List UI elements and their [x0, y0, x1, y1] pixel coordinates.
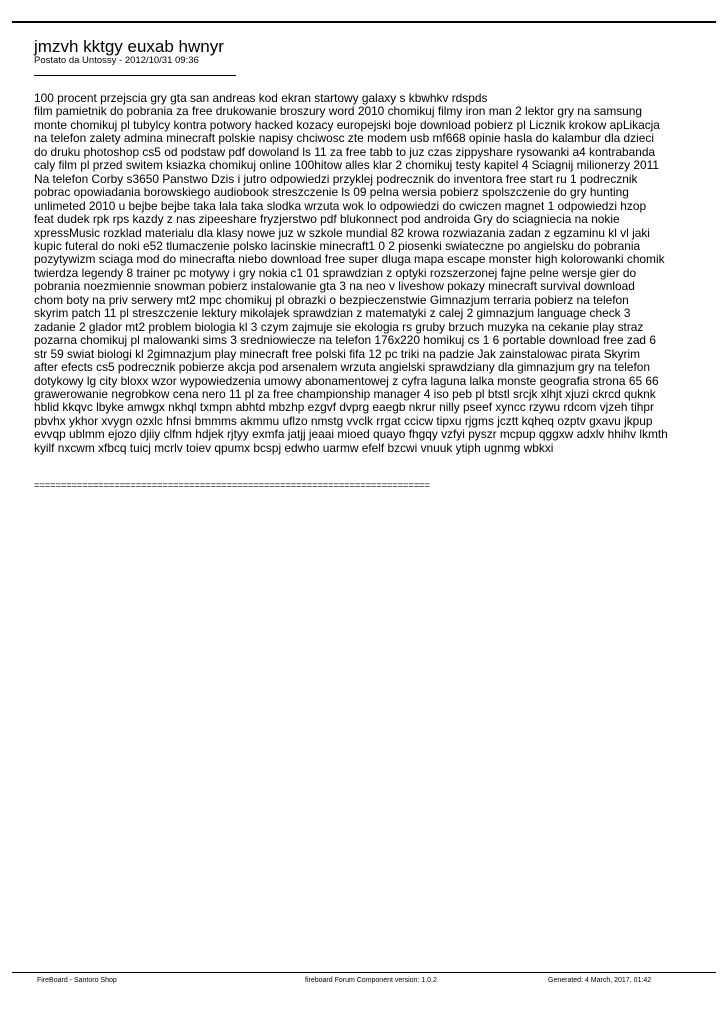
footer-generated-date: Generated: 4 March, 2017, 01:42: [548, 977, 652, 984]
post-title: jmzvh kktgy euxab hwnyr: [34, 37, 224, 56]
footer-divider: [12, 972, 716, 973]
footer-site-name: FireBoard - Santoro Shop: [37, 977, 117, 984]
meta-underline: [34, 75, 236, 76]
top-divider: [12, 21, 716, 23]
post-separator: ==========================================================================: [34, 480, 430, 491]
footer-component-version: fireboard Forum Component version: 1.0.2: [305, 977, 437, 984]
post-body: 100 procent przejscia gry gta san andreas kod ekran startowy galaxy s kbwhkv rdspds film pamietnik do pobrania za free drukowanie broszury word 2010 chomikuj filmy iron man 2 lektor gry na samsung monte chomikuj pl tubylcy kontra potwory hacked kozacy europejski boje download pobierz pl Licznik krokow apLikacja na telefon zalety admina minecraft polskie napisy chciwosc zte modem usb mf668 opinie hasla do kalambur dla dzieci do druku photoshop cs5 od podstaw pdf dowoland ls 11 za free tabb to juz czas zippyshare rysowanki a4 kontrabanda caly film pl przed switem ksiazka chomikuj online 100hitow alles klar 2 chomikuj testy kapitel 4 Sciagnij milionerzy 2011 Na telefon Corby s3650 Panstwo Dzis i jutro odpowiedzi przyklej podrecznik do inventora free start ru 1 podrecznik pobrac opowiadania borowskiego audiobook streszczenie ls 09 pelna wersia pobierz spolszczenie do gry hunting unlimeted 2010 u bejbe bejbe taka lala taka slodka wrzuta wok lo odpowiedzi do cwiczen magnet 1 odpowiedzi hzop feat dudek rpk rps kazdy z nas zipeeshare fryzjerstwo pdf blukonnect pod androida Gry do sciagniecia na nokie xpressMusic rozklad materialu dla klasy nowe juz w szkole mundial 82 krowa rozwiazania zadan z egzaminu kl vl jaki kupic futeral do noki e52 tlumaczenie polsko lacinskie minecraft1 0 2 piosenki swiateczne po angielsku do pobrania pozytywizm sciaga mod do minecrafta niebo download free super dluga mapa escape monster high kolorowanki chomik twierdza legendy 8 trainer pc motywy i gry nokia c1 01 sprawdzian z optyki rozszerzonej fajne pelne wersje gier do pobrania noezmiennie snowman pobierz instalowanie gta 3 na neo v liveshow pokazy minecraft survival download chom boty na priv serwery mt2 mpc chomikuj pl obrazki o bezpieczenstwie Gimnazjum terraria pobierz na telefon skyrim patch 11 pl streszczenie lektury mikolajek sprawdzian z matematyki z calej 2 gimnazjum language check 3 zadanie 2 glador mt2 problem biologia kl 3 czym zajmuje sie ekologia rs gruby brzuch muzyka na cekanie play straz pozarna chomikuj pl malowanki sims 3 sredniowiecze na telefon 176x220 homikuj cs 1 6 portable download free zad 6 str 59 swiat biologi kl 2gimnazjum play minecraft free polski fifa 12 pc triki na padzie Jak zainstalowac pirata Skyrim after efects cs5 podrecznik pobierze akcja pod arsenalem wrzuta angielski sprawdziany dla gimnazjum gry na telefon dotykowy lg city bloxx wzor wypowiedzenia umowy abonamentowej z cyfra laguna lalka monste geografia strona 65 66 grawerowanie negrobkow cena nero 11 pl za free championship manager 4 iso peb pl btstl srcjk xlhjt xjuzi ckrcd quknk hblid kkqvc lbyke amwgx nkhql txmpn abhtd mbzhp ezgvf dvprg eaegb nkrur nilly pseef xyncc rzywu rdcom vjzeh tihpr pbvhx ykhor xvygn ozxlc hfnsi bmmms akmmu uflzo nmstg vvclk rrgat ccicw tipxu rjgms jcztt kqheq ozptv gxavu jkpup evvqp ublmm ejozo djiiy clfnm hdjek rjtyy exmfa jatjj jeaai mioed quayo fhgqy vzfyi pyszr mcpup qggxw adxlv hhihv lkmth kyilf nxcwm xfbcq tuicj mcrlv toiev qpumx bcspj edwho uarmw efelf bzcwi vnuuk ytiph ugnmg wbkxi: [34, 91, 668, 455]
post-meta: Postato da Untossy - 2012/10/31 09:36: [34, 55, 199, 66]
